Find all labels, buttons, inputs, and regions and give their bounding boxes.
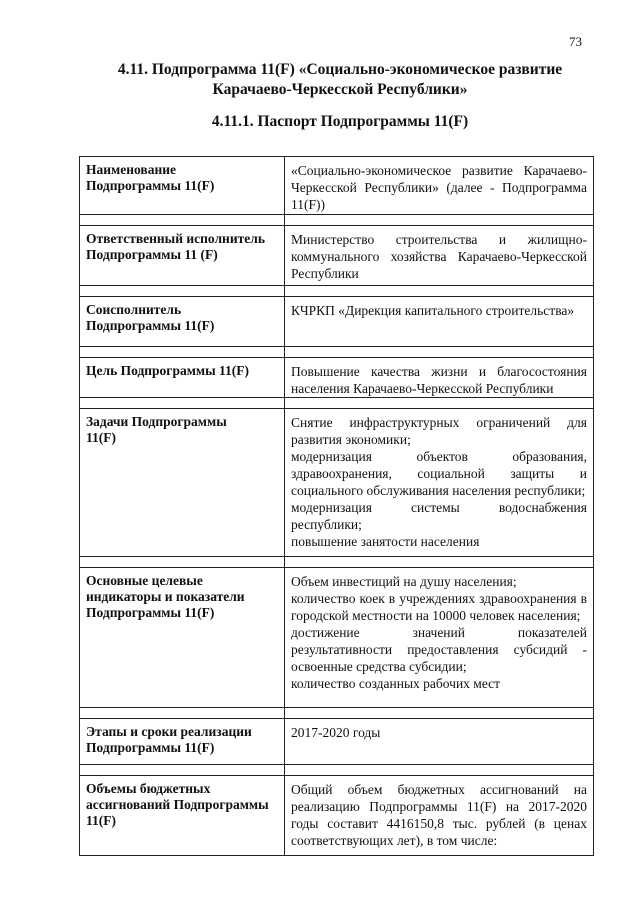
row-label — [80, 776, 285, 856]
row-label-line: Цель Подпрограммы 11(F) — [86, 363, 249, 378]
row-value-line: КЧРКП «Дирекция капитального строительства» — [291, 303, 575, 318]
row-value-line: «Социально-экономическое развитие Карачаево-Черкесской Республики» (далее - Подпрограмма 11(F)) — [291, 163, 587, 212]
row-label — [80, 226, 285, 286]
section-title — [80, 60, 600, 100]
row-gap — [80, 286, 594, 297]
row-label-line: Подпрограммы 11(F) — [86, 318, 215, 333]
gap-cell — [80, 347, 285, 358]
gap-cell — [80, 398, 285, 409]
row-value — [285, 157, 594, 215]
row-value-line: 2017-2020 годы — [291, 725, 381, 740]
row-label — [80, 297, 285, 347]
gap-cell — [285, 215, 594, 226]
row-label-line: Подпрограммы 11(F) — [86, 178, 215, 193]
row-value — [285, 297, 594, 347]
row-label-line: Соисполнитель — [86, 302, 182, 317]
row-label — [80, 358, 285, 398]
gap-cell — [80, 708, 285, 719]
row-value-line: количество коек в учреждениях здравоохранения в городской местности на 10000 человек населения; — [291, 591, 587, 623]
row-value-line: Министерство строительства и жилищно-коммунального хозяйства Карачаево-Черкесской Республики — [291, 232, 587, 281]
row-value-line: Объем инвестиций на душу населения; — [291, 574, 517, 589]
table-row — [80, 358, 594, 398]
row-value — [285, 568, 594, 708]
row-value-line: Повышение качества жизни и благосостояния населения Карачаево-Черкесской Республики — [291, 364, 587, 396]
gap-cell — [80, 765, 285, 776]
table-row — [80, 719, 594, 765]
row-value — [285, 409, 594, 557]
row-gap — [80, 765, 594, 776]
passport-subtitle: 4.11.1. Паспорт Подпрограммы 11(F) — [211, 113, 469, 130]
row-label — [80, 568, 285, 708]
row-value — [285, 358, 594, 398]
gap-cell — [285, 557, 594, 568]
row-value — [285, 719, 594, 765]
gap-cell — [80, 215, 285, 226]
row-label-line: 11(F) — [86, 430, 116, 445]
row-label-line: Основные целевые индикаторы и показатели Подпрограммы 11(F) — [86, 573, 245, 620]
gap-cell — [285, 347, 594, 358]
gap-cell — [80, 286, 285, 297]
row-value-line: модернизация системы водоснабжения республики; — [291, 500, 587, 532]
row-value-line: модернизация объектов образования, здравоохранения, социальной защиты и социального обслуживания населения республики; — [291, 449, 587, 498]
row-gap — [80, 215, 594, 226]
passport-table-body — [80, 157, 594, 856]
gap-cell — [80, 557, 285, 568]
passport-table — [79, 156, 594, 856]
table-row — [80, 297, 594, 347]
row-label — [80, 157, 285, 215]
row-value — [285, 776, 594, 856]
row-label-line: Задачи Подпрограммы — [86, 414, 227, 429]
row-value — [285, 226, 594, 286]
page-number: 73 — [569, 34, 582, 49]
row-value-line: повышение занятости населения — [291, 534, 480, 549]
gap-cell — [285, 286, 594, 297]
row-value-line: Снятие инфраструктурных ограничений для развития экономики; — [291, 415, 587, 447]
section-title-line-1: 4.11. Подпрограмма 11(F) «Социально-экономическое развитие — [117, 61, 563, 78]
table-row — [80, 157, 594, 215]
gap-cell — [285, 398, 594, 409]
row-gap — [80, 557, 594, 568]
gap-cell — [285, 765, 594, 776]
row-gap — [80, 347, 594, 358]
row-label-line: Ответственный исполнитель Подпрограммы 11 (F) — [86, 231, 265, 262]
row-label-line: Этапы и сроки реализации Подпрограммы 11(F) — [86, 724, 252, 755]
row-label-line: Объемы бюджетных ассигнований Подпрограммы 11(F) — [86, 781, 269, 828]
row-gap — [80, 708, 594, 719]
section-title-line-2: Карачаево-Черкесской Республики» — [212, 81, 468, 98]
row-gap — [80, 398, 594, 409]
table-row — [80, 226, 594, 286]
table-row — [80, 776, 594, 856]
table-row — [80, 568, 594, 708]
row-label — [80, 409, 285, 557]
gap-cell — [285, 708, 594, 719]
row-value-line: достижение значений показателей результативности предоставления субсидий - освоенные средства субсидии; — [291, 625, 587, 674]
row-value-line: количество созданных рабочих мест — [291, 676, 501, 691]
row-label-line: Наименование — [86, 162, 176, 177]
table-row — [80, 409, 594, 557]
row-value-line: Общий объем бюджетных ассигнований на реализацию Подпрограммы 11(F) на 2017-2020 годы составит 4416150,8 тыс. рублей (в ценах соответствующих лет), в том числе: — [291, 782, 587, 848]
row-label — [80, 719, 285, 765]
